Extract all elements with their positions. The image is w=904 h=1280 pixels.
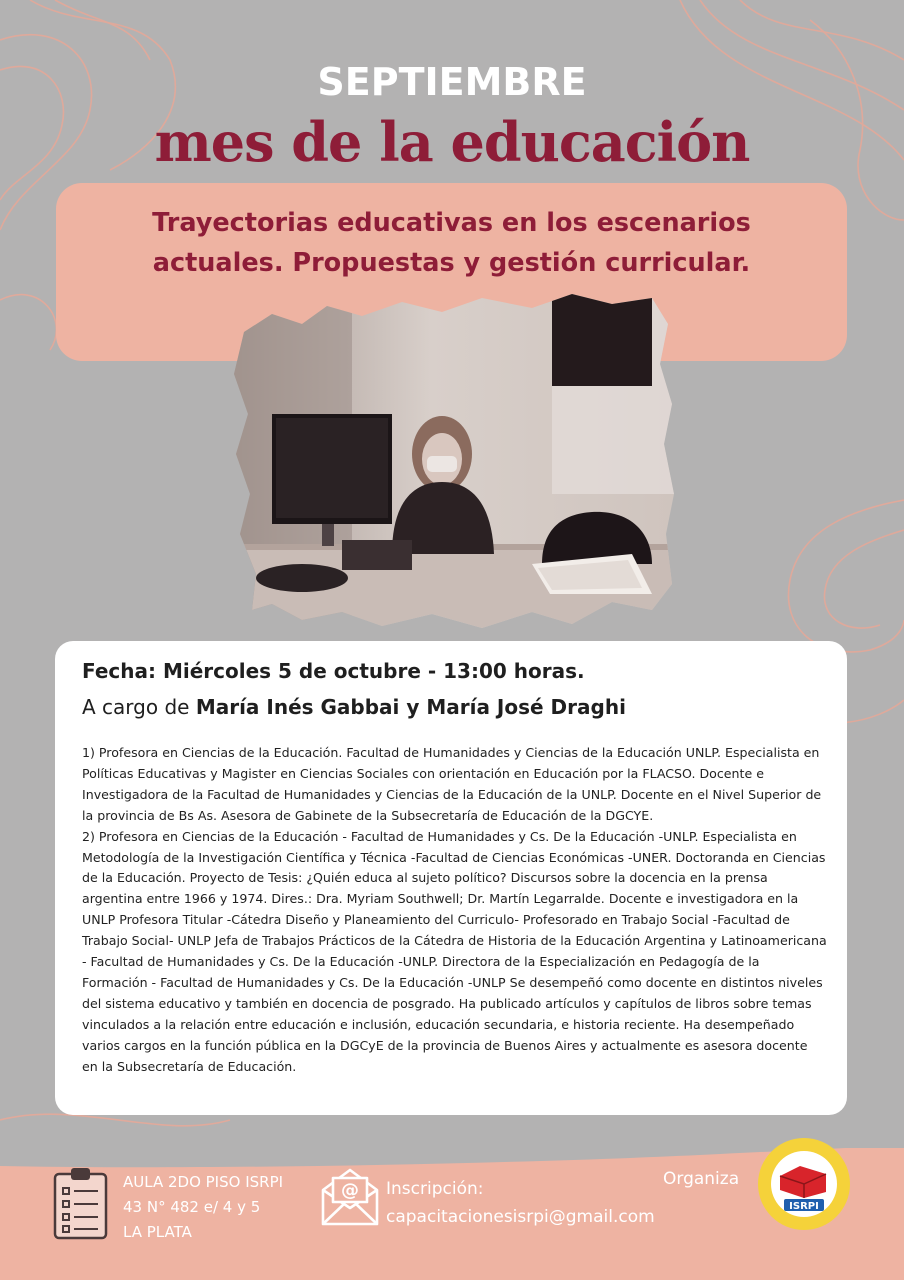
speakers-line (82, 695, 626, 719)
bio-2: 2) Profesora en Ciencias de la Educación - Facultad de Humanidades y Cs. De la Educación -UNLP. Especialista en Metodología de la Investigación Científica y Técnica -Facultad de Ciencias Económicas -UNER. Doctoranda en Ciencias de la Educación. Proyecto de Tesis: ¿Quién educa al sujeto político? Discursos sobre la docencia en la prensa argentina entre 1966 y 1974. Dires.: Dra. Myriam Southwell; Dr. Martín Legarralde. Docente e investigadora en la UNLP Profesora Titular -Cátedra Diseño y Planeamiento del Curriculo- Profesorado en Trabajo Social -Facultad de Trabajo Social- UNLP Jefa de Trabajos Prácticos de la Cátedra de Historia de la Educación Argentina y Latinoamericana - Facultad de Humanidades y Cs. De la Educación -UNLP. Directora de la Especialización en Pedagogía de la Formación - Facultad de Humanidades y Cs. De la Educación -UNLP Se desempeñó como docente en distintos niveles del sistema educativo y también en docencia de posgrado. Ha publicado artículos y capítulos de libros sobre temas vinculados a la relación entre educación e inclusión, educación secundaria, e historia reciente. Ha desempeñado varios cargos en la función pública en la DGCyE de la provincia de Buenos Aires y actualmente es asesora docente en la Subsecretaría de Educación. (82, 828, 827, 1074)
venue-line-2: 43 N° 482 e/ 4 y 5 (123, 1198, 261, 1216)
bio-1: 1) Profesora en Ciencias de la Educación. Facultad de Humanidades y Ciencias de la Educación UNLP. Especialista en Políticas Educativas y Magister en Ciencias Sociales con orientación en Educación por la FLACSO. Docente e Investigadora de la Facultad de Humanidades y Ciencias de la Educación de la UNLP. Docente en el Nivel Superior de la provincia de Bs As. Asesora de Gabinete de la Subsecretaría de Educación de la DGCYE. (82, 745, 822, 823)
details-card (55, 641, 847, 1115)
speakers-prefix: A cargo de (82, 695, 196, 719)
venue-line-1: AULA 2DO PISO ISRPI (123, 1173, 284, 1191)
clipboard-icon (53, 1166, 108, 1240)
talk-title-line-1: Trayectorias educativas en los escenarios (152, 208, 751, 238)
month-kicker: SEPTIEMBRE (317, 60, 587, 104)
organizer-label: Organiza (663, 1169, 740, 1189)
registration-info (386, 1175, 655, 1231)
registration-email[interactable]: capacitacionesisrpi@gmail.com (386, 1207, 655, 1227)
venue-line-3: LA PLATA (123, 1223, 192, 1241)
speaker-photo (232, 294, 674, 628)
email-envelope-icon (320, 1166, 380, 1228)
speaker-bios (82, 743, 827, 1078)
event-date: Fecha: Miércoles 5 de octubre - 13:00 horas. (82, 659, 585, 683)
speaker-names: María Inés Gabbai y María José Draghi (195, 695, 626, 719)
venue-address (123, 1170, 283, 1245)
talk-title (56, 203, 847, 283)
headline: mes de la educación (154, 110, 750, 174)
isrpi-logo (756, 1136, 852, 1232)
logo-text: ISRPI (789, 1201, 819, 1212)
svg-text:@: @ (341, 1180, 359, 1201)
talk-title-line-2: actuales. Propuestas y gestión curricular. (152, 248, 751, 278)
registration-label: Inscripción: (386, 1179, 484, 1199)
